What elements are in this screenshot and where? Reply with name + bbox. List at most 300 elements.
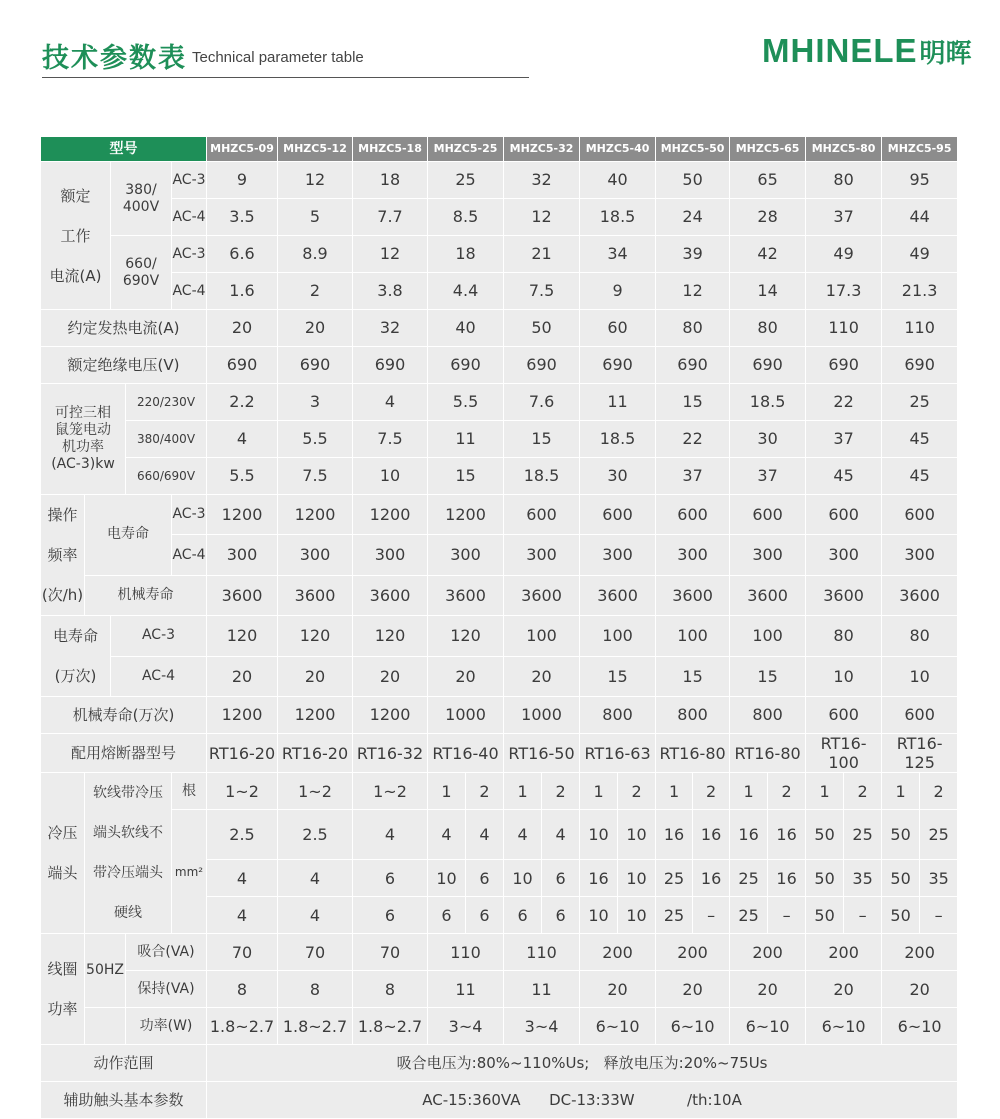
- value-cell: 16: [730, 810, 768, 860]
- value-cell: 37: [656, 458, 730, 495]
- value-cell: 200: [656, 934, 730, 971]
- value-cell: 25: [656, 860, 693, 897]
- model-cell: MHZC5-09: [207, 137, 278, 162]
- value-cell: 1: [656, 773, 693, 810]
- value-cell: 120: [278, 616, 353, 657]
- value-cell: 8: [353, 971, 428, 1008]
- value-cell: 200: [806, 934, 882, 971]
- value-cell: 3600: [580, 575, 656, 615]
- value-cell: 300: [278, 535, 353, 575]
- label-line: 频率: [47, 546, 78, 564]
- value-cell: 5.5: [428, 384, 504, 421]
- table-row: [41, 535, 958, 575]
- value-cell: 5.5: [278, 421, 353, 458]
- value-cell: 110: [428, 934, 504, 971]
- value-cell: 4: [278, 860, 353, 897]
- value-cell: 3~4: [428, 1008, 504, 1045]
- value-cell: 40: [580, 162, 656, 199]
- value-cell: 22: [656, 421, 730, 458]
- thermal-label: 约定发热电流(A): [41, 310, 207, 347]
- value-cell: 16: [768, 860, 806, 897]
- value-cell: 45: [882, 458, 958, 495]
- value-cell: 3600: [428, 575, 504, 615]
- value-cell: 80: [806, 616, 882, 657]
- value-cell: 70: [207, 934, 278, 971]
- value-cell: 30: [580, 458, 656, 495]
- value-cell: 8.9: [278, 236, 353, 273]
- value-cell: 80: [656, 310, 730, 347]
- value-cell: 7.5: [504, 273, 580, 310]
- value-cell: 34: [580, 236, 656, 273]
- voltage-label: 660/ 690V: [111, 236, 172, 310]
- value-cell: 4: [353, 810, 428, 860]
- value-cell: 2: [920, 773, 958, 810]
- category-label: AC-4: [172, 199, 207, 236]
- mech-life-label: 机械寿命: [85, 575, 207, 615]
- value-cell: 20: [428, 656, 504, 697]
- value-cell: 1~2: [278, 773, 353, 810]
- value-cell: 300: [207, 535, 278, 575]
- value-cell: 800: [656, 697, 730, 734]
- value-cell: 110: [882, 310, 958, 347]
- value-cell: 690: [656, 347, 730, 384]
- value-cell: 49: [882, 236, 958, 273]
- value-cell: 1: [504, 773, 542, 810]
- table-row: [41, 697, 958, 734]
- model-cell: MHZC5-65: [730, 137, 806, 162]
- value-cell: 18: [353, 162, 428, 199]
- value-cell: 12: [353, 236, 428, 273]
- model-cell: MHZC5-12: [278, 137, 353, 162]
- value-cell: 10: [428, 860, 466, 897]
- value-cell: 1: [580, 773, 618, 810]
- category-label: AC-4: [172, 273, 207, 310]
- value-cell: 1.6: [207, 273, 278, 310]
- label-line: 机功率: [62, 439, 104, 455]
- value-cell: 600: [656, 495, 730, 535]
- value-cell: 300: [428, 535, 504, 575]
- value-cell: 690: [730, 347, 806, 384]
- category-label: AC-3: [172, 495, 207, 535]
- value-cell: 300: [730, 535, 806, 575]
- value-cell: 16: [693, 860, 730, 897]
- value-cell: 10: [504, 860, 542, 897]
- model-cell: MHZC5-25: [428, 137, 504, 162]
- label-line: 软线带冷压: [93, 785, 163, 802]
- value-cell: 40: [428, 310, 504, 347]
- value-cell: 10: [806, 656, 882, 697]
- value-cell: 10: [353, 458, 428, 495]
- value-cell: 6: [466, 897, 504, 934]
- value-cell: 4: [353, 384, 428, 421]
- value-cell: 10: [618, 810, 656, 860]
- value-cell: 32: [504, 162, 580, 199]
- value-cell: 3600: [278, 575, 353, 615]
- value-cell: 37: [806, 421, 882, 458]
- value-cell: 17.3: [806, 273, 882, 310]
- value-cell: 10: [580, 810, 618, 860]
- value-cell: RT16-80: [656, 734, 730, 773]
- value-cell: 3600: [806, 575, 882, 615]
- value-cell: RT16-20: [207, 734, 278, 773]
- table-row: [41, 273, 958, 310]
- value-cell: 7.5: [278, 458, 353, 495]
- value-cell: 15: [656, 384, 730, 421]
- value-cell: 18.5: [580, 199, 656, 236]
- label-line: 功率: [47, 1000, 78, 1019]
- value-cell: 2.5: [278, 810, 353, 860]
- table-row: [41, 199, 958, 236]
- model-header: 型号: [41, 137, 207, 162]
- value-cell: 1.8~2.7: [278, 1008, 353, 1045]
- category-label: AC-3: [172, 162, 207, 199]
- value-cell: 11: [504, 971, 580, 1008]
- value-cell: 4: [466, 810, 504, 860]
- value-cell: 20: [580, 971, 656, 1008]
- value-cell: 9: [207, 162, 278, 199]
- value-cell: 1.8~2.7: [353, 1008, 428, 1045]
- value-cell: 28: [730, 199, 806, 236]
- insulation-label: 额定绝缘电压(V): [41, 347, 207, 384]
- freq-label: [41, 495, 85, 616]
- value-cell: 1~2: [353, 773, 428, 810]
- value-cell: 3~4: [504, 1008, 580, 1045]
- label-line: 工作: [60, 226, 91, 245]
- value-cell: –: [844, 897, 882, 934]
- value-cell: 120: [353, 616, 428, 657]
- table-row: [41, 773, 958, 810]
- value-cell: 100: [580, 616, 656, 657]
- value-cell: 300: [353, 535, 428, 575]
- value-cell: 2: [618, 773, 656, 810]
- value-cell: 800: [580, 697, 656, 734]
- label-line: 额定: [60, 186, 91, 205]
- value-cell: 6: [504, 897, 542, 934]
- value-cell: 300: [656, 535, 730, 575]
- page-title: 技术参数表: [42, 43, 187, 74]
- table-header-row: [41, 137, 958, 162]
- value-cell: 4: [207, 421, 278, 458]
- value-cell: 690: [353, 347, 428, 384]
- label-line: 冷压: [47, 824, 78, 843]
- value-cell: 32: [353, 310, 428, 347]
- value-cell: 3.5: [207, 199, 278, 236]
- value-cell: 1200: [353, 697, 428, 734]
- table-row: [41, 310, 958, 347]
- value-cell: 6~10: [580, 1008, 656, 1045]
- value-cell: 50: [882, 897, 920, 934]
- table-row: [41, 421, 958, 458]
- unit-label: 根: [172, 773, 207, 810]
- value-cell: 4: [428, 810, 466, 860]
- value-cell: 21: [504, 236, 580, 273]
- aux-label: 辅助触头基本参数: [41, 1082, 207, 1119]
- value-cell: 22: [806, 384, 882, 421]
- value-cell: 20: [353, 656, 428, 697]
- value-cell: 20: [656, 971, 730, 1008]
- value-cell: 10: [882, 656, 958, 697]
- value-cell: 3600: [504, 575, 580, 615]
- value-cell: 600: [882, 697, 958, 734]
- value-cell: 3600: [353, 575, 428, 615]
- value-cell: 25: [730, 860, 768, 897]
- value-cell: 1.8~2.7: [207, 1008, 278, 1045]
- value-cell: 20: [730, 971, 806, 1008]
- value-cell: 50: [806, 810, 844, 860]
- value-cell: 690: [207, 347, 278, 384]
- action-value: 吸合电压为:80%~110%Us; 释放电压为:20%~75Us: [207, 1045, 958, 1082]
- value-cell: 300: [504, 535, 580, 575]
- value-cell: 16: [656, 810, 693, 860]
- value-cell: 6: [353, 897, 428, 934]
- value-cell: 50: [806, 897, 844, 934]
- voltage-label: 380/ 400V: [111, 162, 172, 236]
- label-line: 硬线: [114, 905, 142, 922]
- value-cell: 600: [580, 495, 656, 535]
- page-subtitle: Technical parameter table: [192, 49, 364, 66]
- label-line: 电流(A): [49, 266, 102, 285]
- value-cell: 3: [278, 384, 353, 421]
- value-cell: 50: [882, 860, 920, 897]
- value-cell: 600: [882, 495, 958, 535]
- value-cell: 80: [882, 616, 958, 657]
- value-cell: 600: [806, 495, 882, 535]
- value-cell: 35: [920, 860, 958, 897]
- value-cell: 7.7: [353, 199, 428, 236]
- value-cell: 300: [806, 535, 882, 575]
- value-cell: 2: [768, 773, 806, 810]
- value-cell: 200: [730, 934, 806, 971]
- table-row: [41, 656, 958, 697]
- table-row: [41, 1045, 958, 1082]
- value-cell: 2: [693, 773, 730, 810]
- value-cell: 20: [207, 310, 278, 347]
- value-cell: 1~2: [207, 773, 278, 810]
- table-row: [41, 236, 958, 273]
- cold-desc: [85, 773, 172, 934]
- value-cell: 15: [730, 656, 806, 697]
- value-cell: 110: [504, 934, 580, 971]
- table-row: [41, 162, 958, 199]
- value-cell: RT16-80: [730, 734, 806, 773]
- action-label: 动作范围: [41, 1045, 207, 1082]
- value-cell: 4: [207, 897, 278, 934]
- logo-text: MHINELE: [762, 32, 918, 69]
- label-line: 端头: [47, 864, 78, 883]
- value-cell: 45: [882, 421, 958, 458]
- value-cell: RT16-20: [278, 734, 353, 773]
- value-cell: 600: [806, 697, 882, 734]
- value-cell: 60: [580, 310, 656, 347]
- value-cell: 20: [207, 656, 278, 697]
- value-cell: 12: [504, 199, 580, 236]
- value-cell: 1: [428, 773, 466, 810]
- value-cell: 1: [882, 773, 920, 810]
- value-cell: 95: [882, 162, 958, 199]
- table-row: [41, 810, 958, 860]
- value-cell: 690: [806, 347, 882, 384]
- value-cell: 16: [580, 860, 618, 897]
- value-cell: –: [920, 897, 958, 934]
- label-line: 线圈: [47, 960, 78, 979]
- empty-cell: [85, 1008, 126, 1045]
- value-cell: 6.6: [207, 236, 278, 273]
- value-cell: 20: [806, 971, 882, 1008]
- value-cell: RT16-125: [882, 734, 958, 773]
- table-row: [41, 734, 958, 773]
- value-cell: 690: [278, 347, 353, 384]
- value-cell: 11: [428, 421, 504, 458]
- value-cell: 11: [580, 384, 656, 421]
- value-cell: 8.5: [428, 199, 504, 236]
- value-cell: 3600: [207, 575, 278, 615]
- unit-label: mm²: [172, 810, 207, 934]
- table-row: [41, 495, 958, 535]
- value-cell: RT16-40: [428, 734, 504, 773]
- voltage-label: 220/230V: [126, 384, 207, 421]
- value-cell: 15: [656, 656, 730, 697]
- value-cell: 25: [882, 384, 958, 421]
- value-cell: 10: [618, 860, 656, 897]
- value-cell: 2: [466, 773, 504, 810]
- value-cell: 70: [278, 934, 353, 971]
- label-line: 可控三相: [55, 405, 111, 422]
- value-cell: 20: [504, 656, 580, 697]
- value-cell: 45: [806, 458, 882, 495]
- value-cell: 600: [504, 495, 580, 535]
- value-cell: 2: [844, 773, 882, 810]
- table-row: [41, 1082, 958, 1119]
- value-cell: 70: [353, 934, 428, 971]
- value-cell: –: [693, 897, 730, 934]
- value-cell: 8: [278, 971, 353, 1008]
- value-cell: 8: [207, 971, 278, 1008]
- value-cell: 6~10: [656, 1008, 730, 1045]
- value-cell: 6: [353, 860, 428, 897]
- value-cell: 1200: [353, 495, 428, 535]
- value-cell: 6: [428, 897, 466, 934]
- value-cell: 200: [882, 934, 958, 971]
- table-row: [41, 347, 958, 384]
- model-cell: MHZC5-80: [806, 137, 882, 162]
- value-cell: 3600: [656, 575, 730, 615]
- value-cell: 65: [730, 162, 806, 199]
- value-cell: 4: [207, 860, 278, 897]
- table-row: [41, 934, 958, 971]
- model-cell: MHZC5-50: [656, 137, 730, 162]
- value-cell: 16: [693, 810, 730, 860]
- value-cell: 49: [806, 236, 882, 273]
- value-cell: 3600: [882, 575, 958, 615]
- coil-row-label: 吸合(VA): [126, 934, 207, 971]
- value-cell: 37: [730, 458, 806, 495]
- table-row: [41, 616, 958, 657]
- category-label: AC-3: [172, 236, 207, 273]
- value-cell: 120: [207, 616, 278, 657]
- aux-value: AC-15:360VA DC-13:33W /th:10A: [207, 1082, 958, 1119]
- value-cell: 20: [278, 656, 353, 697]
- hz-label: 50HZ: [85, 934, 126, 1008]
- value-cell: 5.5: [207, 458, 278, 495]
- value-cell: 1000: [428, 697, 504, 734]
- table-body: [41, 162, 958, 1119]
- value-cell: 4: [278, 897, 353, 934]
- label-line: 电寿命: [52, 627, 98, 645]
- value-cell: 12: [656, 273, 730, 310]
- value-cell: 300: [580, 535, 656, 575]
- table-row: [41, 1008, 958, 1045]
- value-cell: 44: [882, 199, 958, 236]
- value-cell: 11: [428, 971, 504, 1008]
- parameter-table: [40, 136, 958, 1119]
- table-row: [41, 971, 958, 1008]
- value-cell: 690: [504, 347, 580, 384]
- value-cell: 80: [730, 310, 806, 347]
- value-cell: 2: [542, 773, 580, 810]
- value-cell: 15: [504, 421, 580, 458]
- value-cell: 20: [882, 971, 958, 1008]
- model-cell: MHZC5-18: [353, 137, 428, 162]
- voltage-label: 660/690V: [126, 458, 207, 495]
- value-cell: 25: [428, 162, 504, 199]
- title-divider: [42, 77, 529, 78]
- value-cell: 37: [806, 199, 882, 236]
- value-cell: –: [768, 897, 806, 934]
- brand-logo: [762, 32, 972, 70]
- value-cell: 300: [882, 535, 958, 575]
- model-cell: MHZC5-40: [580, 137, 656, 162]
- coil-row-label: 功率(W): [126, 1008, 207, 1045]
- value-cell: 35: [844, 860, 882, 897]
- value-cell: 120: [428, 616, 504, 657]
- label-line: (AC-3)kw: [51, 455, 115, 472]
- current-label: [41, 162, 111, 310]
- value-cell: 1200: [278, 495, 353, 535]
- value-cell: 1200: [428, 495, 504, 535]
- coil-row-label: 保持(VA): [126, 971, 207, 1008]
- value-cell: 42: [730, 236, 806, 273]
- value-cell: RT16-100: [806, 734, 882, 773]
- value-cell: 9: [580, 273, 656, 310]
- value-cell: 1200: [278, 697, 353, 734]
- value-cell: RT16-50: [504, 734, 580, 773]
- value-cell: 10: [580, 897, 618, 934]
- power-label: [41, 384, 126, 495]
- value-cell: 6: [542, 860, 580, 897]
- value-cell: 100: [730, 616, 806, 657]
- value-cell: 50: [504, 310, 580, 347]
- value-cell: 50: [806, 860, 844, 897]
- value-cell: 1: [730, 773, 768, 810]
- value-cell: 25: [730, 897, 768, 934]
- elife-label: [41, 616, 111, 697]
- logo-cn: 明晖: [919, 38, 972, 68]
- value-cell: 1200: [207, 697, 278, 734]
- value-cell: 100: [656, 616, 730, 657]
- mlife-label: 机械寿命(万次): [41, 697, 207, 734]
- value-cell: RT16-63: [580, 734, 656, 773]
- value-cell: 5: [278, 199, 353, 236]
- value-cell: 3.8: [353, 273, 428, 310]
- value-cell: 18: [428, 236, 504, 273]
- category-label: AC-3: [111, 616, 207, 657]
- table-row: [41, 458, 958, 495]
- value-cell: 800: [730, 697, 806, 734]
- value-cell: 2.5: [207, 810, 278, 860]
- value-cell: 2.2: [207, 384, 278, 421]
- label-line: 鼠笼电动: [55, 422, 111, 439]
- elec-life-label: 电寿命: [85, 495, 172, 576]
